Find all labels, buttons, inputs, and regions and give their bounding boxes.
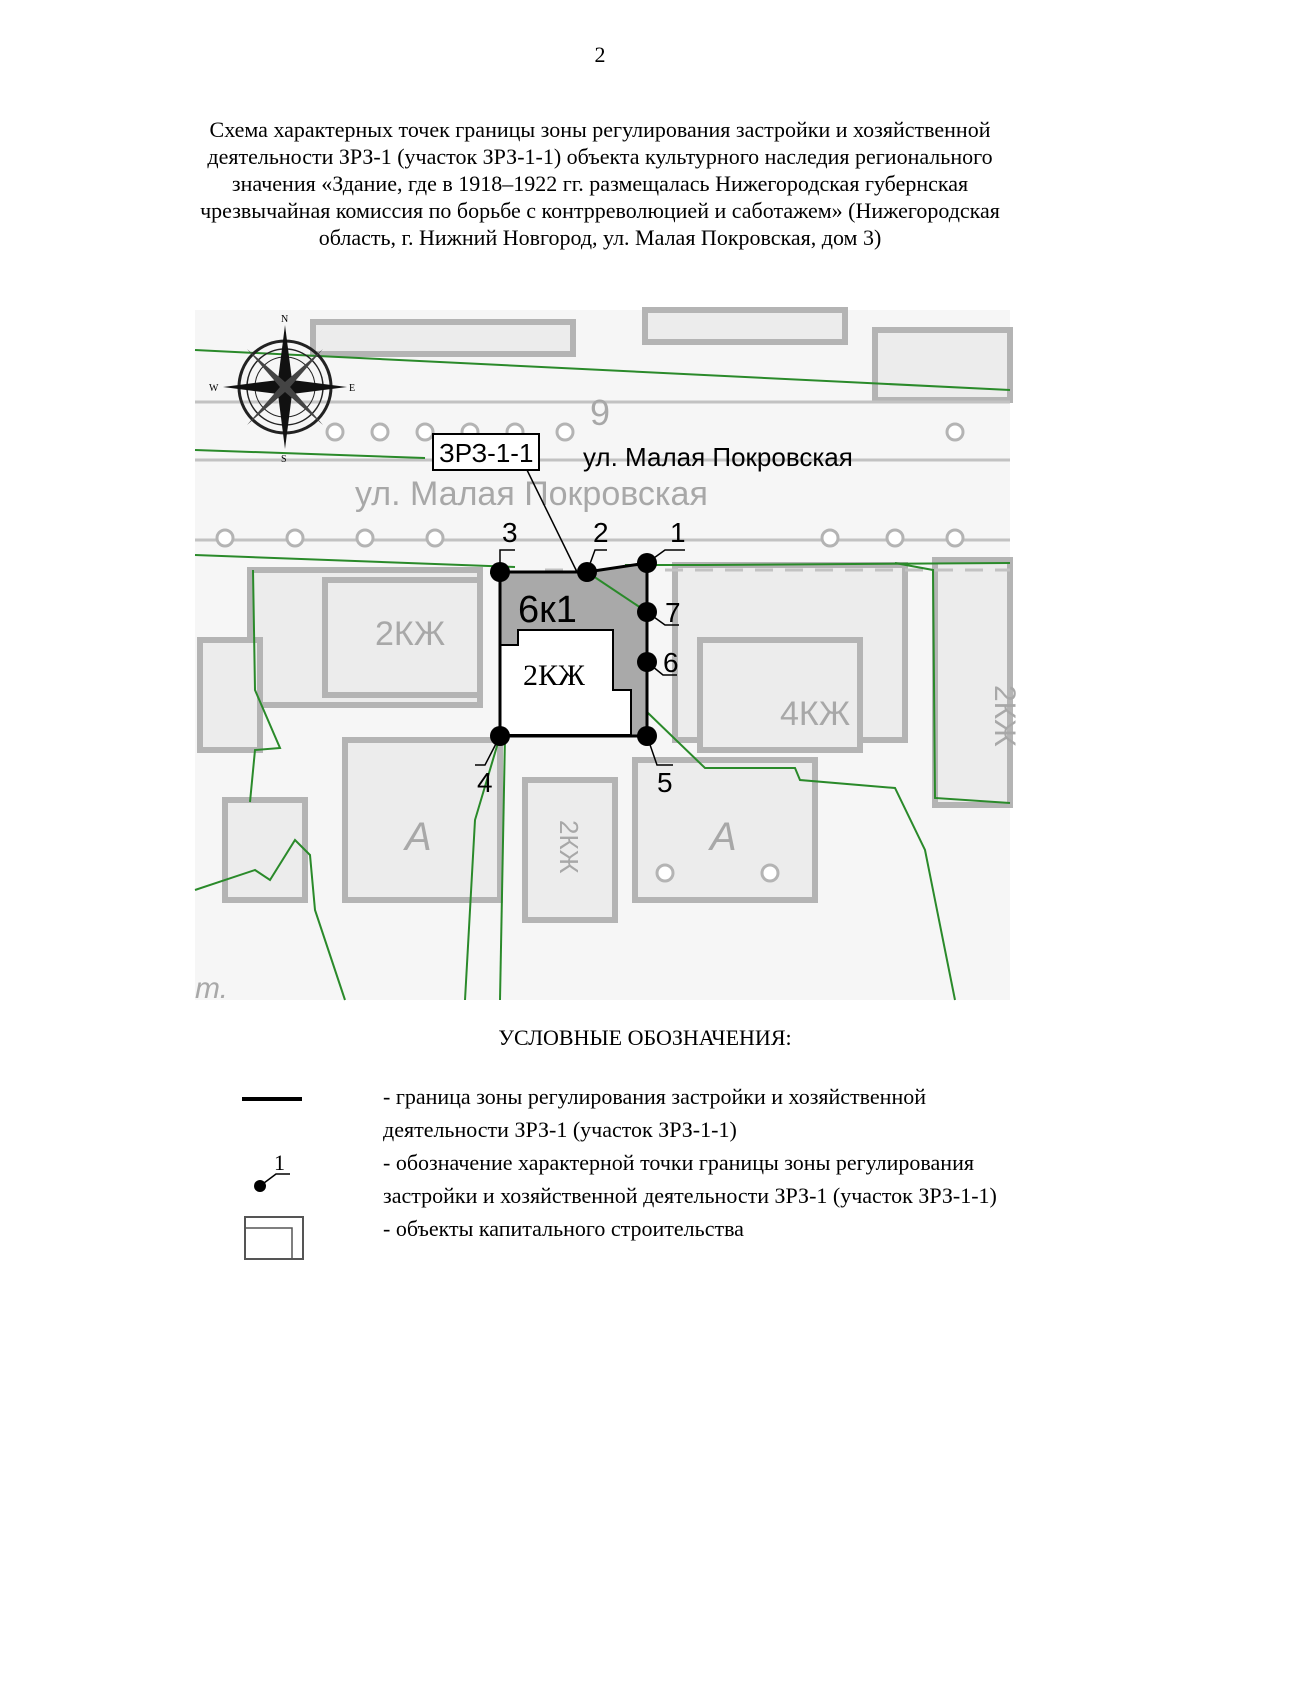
legend-item-point xyxy=(230,1146,1130,1212)
legend-text xyxy=(383,1212,1130,1245)
point-label-7: 7 xyxy=(665,597,681,628)
zone-label: ЗРЗ-1-1 xyxy=(439,438,534,468)
compass-w: W xyxy=(209,383,219,394)
legend-line: - обозначение характерной точки границы зоны регулирования xyxy=(383,1150,974,1175)
point-marker-5 xyxy=(637,726,657,746)
tree xyxy=(762,865,778,881)
boundary-line-icon xyxy=(230,1082,310,1112)
basemap-building xyxy=(935,560,1010,805)
point-marker-1 xyxy=(637,553,657,573)
point-marker-3 xyxy=(490,562,510,582)
corner-text: т. xyxy=(195,972,228,1005)
street-label: ул. Малая Покровская xyxy=(583,442,853,472)
svg-text:1: 1 xyxy=(274,1150,285,1175)
map-canvas xyxy=(195,310,1021,1005)
basemap-house-number: 9 xyxy=(590,392,611,433)
title-line: деятельности ЗРЗ-1 (участок ЗРЗ-1-1) объекта культурного наследия регионального xyxy=(207,144,993,169)
point-label-2: 2 xyxy=(593,517,609,548)
tree xyxy=(327,424,343,440)
tree xyxy=(947,530,963,546)
compass-e: E xyxy=(349,383,356,394)
basemap-building xyxy=(225,800,305,900)
page-number: 2 xyxy=(594,42,606,67)
basemap-building xyxy=(200,640,260,750)
basemap-street-label: ул. Малая Покровская xyxy=(355,475,708,513)
legend-text xyxy=(383,1146,1130,1212)
inner-building-label: 2КЖ xyxy=(523,659,585,692)
tree xyxy=(357,530,373,546)
legend xyxy=(230,1080,1130,1245)
compass-s: S xyxy=(281,454,287,465)
compass-n: N xyxy=(281,314,289,325)
main-building-label: 6к1 xyxy=(518,589,577,631)
building-icon xyxy=(230,1214,310,1264)
tree xyxy=(417,424,433,440)
legend-line: - объекты капитального строительства xyxy=(383,1216,744,1241)
tree xyxy=(557,424,573,440)
legend-heading: УСЛОВНЫЕ ОБОЗНАЧЕНИЯ: xyxy=(498,1025,792,1050)
basemap-building xyxy=(645,310,845,342)
right-building-label: 4КЖ xyxy=(780,695,851,733)
far-right-building-label: 2КЖ xyxy=(988,685,1021,747)
tree xyxy=(427,530,443,546)
point-label-1: 1 xyxy=(670,517,686,548)
point-marker-2 xyxy=(577,562,597,582)
point-marker-7 xyxy=(637,602,657,622)
title-line: область, г. Нижний Новгород, ул. Малая Покровская, дом 3) xyxy=(318,225,882,250)
point-marker-6 xyxy=(637,652,657,672)
legend-text xyxy=(383,1080,1130,1146)
tree xyxy=(947,424,963,440)
point-label-6: 6 xyxy=(663,647,679,678)
legend-item-building xyxy=(230,1212,1130,1245)
tree xyxy=(287,530,303,546)
legend-item-boundary xyxy=(230,1080,1130,1146)
legend-line: - граница зоны регулирования застройки и хозяйственной xyxy=(383,1084,926,1109)
title-line: Схема характерных точек границы зоны регулирования застройки и хозяйственной xyxy=(209,117,991,142)
document-title xyxy=(185,116,1015,251)
legend-line: застройки и хозяйственной деятельности ЗРЗ-1 (участок ЗРЗ-1-1) xyxy=(383,1183,997,1208)
tree xyxy=(887,530,903,546)
basemap-building xyxy=(313,322,573,354)
tree xyxy=(822,530,838,546)
right-a-label: А xyxy=(710,815,737,859)
left-building-label: 2КЖ xyxy=(375,615,446,653)
title-line: значения «Здание, где в 1918–1922 гг. размещалась Нижегородская губернская xyxy=(231,171,969,196)
left-a-label: А xyxy=(405,815,432,859)
point-label-3: 3 xyxy=(502,517,518,548)
tree xyxy=(372,424,388,440)
site-plan-map xyxy=(195,310,1021,1005)
tree xyxy=(217,530,233,546)
point-label-4: 4 xyxy=(477,767,493,798)
point-marker-4 xyxy=(490,726,510,746)
legend-line: деятельности ЗРЗ-1 (участок ЗРЗ-1-1) xyxy=(383,1117,737,1142)
title-line: чрезвычайная комиссия по борьбе с контрреволюцией и саботажем» (Нижегородская xyxy=(200,198,1000,223)
point-label-5: 5 xyxy=(657,767,673,798)
tree xyxy=(657,865,673,881)
point-marker-icon xyxy=(230,1146,310,1206)
bottom-building-label: 2КЖ xyxy=(554,820,584,874)
